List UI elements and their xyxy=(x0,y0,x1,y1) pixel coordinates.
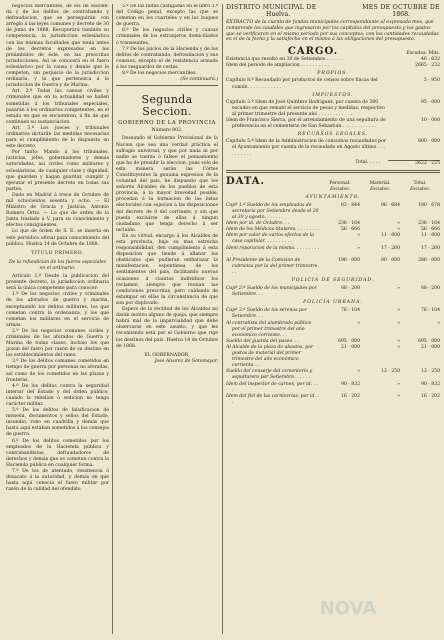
data-row-text: Sueldo del guarda del paseo. . . xyxy=(226,338,300,344)
title-primero: TITULO PRIMERO. xyxy=(31,250,84,256)
unit-head-3: Escudos. xyxy=(410,186,430,192)
header-row xyxy=(226,4,440,11)
account-line-amount: 2665 · 232 xyxy=(415,63,440,69)
propios-lines xyxy=(226,78,440,90)
total-label: Total. . . . . xyxy=(355,159,380,165)
paragraph: 5.º De los delitos de falsificacion de moneda, documentos y sellos del Estado, incendio, robo en cuadrilla y demás que hasta aquí estaban sometidos á los consejos de guerra. xyxy=(6,408,109,438)
data-unit-header xyxy=(226,187,440,193)
col-head-material: Material. xyxy=(369,180,391,186)
data-row-total: 236 · 164 xyxy=(418,221,440,227)
policia-rows xyxy=(226,286,440,298)
account-line-amount: 800 · 000 xyxy=(418,139,440,145)
data-row-text: Capº 3.º Sueldo de los serenos por Setiembre. . . xyxy=(226,308,307,320)
header-right: MES DE OCTUBRE DE xyxy=(362,4,440,11)
account-line xyxy=(226,118,440,130)
data-row xyxy=(226,258,440,276)
column-rule-2 xyxy=(222,4,223,634)
data-row-text: Idem reparacion de la misma. . . . . . . . . . xyxy=(226,245,319,257)
data-row-material: 13 · 250 xyxy=(381,369,400,375)
data-row-text: Capº 1.º Sueldo de los empleados de secretaría por Setiembre desde el 20 al 30 y agosto. . . . . . . xyxy=(226,202,319,221)
data-row-material: » xyxy=(397,227,400,233)
account-line-text: Capítulo 3.º Idem de José Quintero Rodríguez, por cuenta de 380 escudos en que remató el servicio de pesas y medidas, respectivo al primer trimestre del presente año . . . . . . . . . . . . xyxy=(226,99,386,117)
paragraph: 4.º De los delitos contra la seguridad interior del Estado y del órden público, cuando la rebelion ó sedicion no tenga carácter militar. xyxy=(6,383,109,407)
data-row xyxy=(226,233,440,245)
paragraph: 5.º De las faltas castigadas en el libro 3.º del Código penal, excepto las que se cometan en los cuarteles y en los buques de guerra. xyxy=(116,4,218,28)
paragraph: Art. 2.º Todas las causas civiles y criminales que en la actualidad se hallen sometidas á los tribunales especiales, pasarán á los ordinarios competentes, en el estado en que se encuentren, á fin de que continúen su sustanciacion. xyxy=(6,89,109,125)
data-row-total: 11 · 800 xyxy=(421,233,440,239)
paragraph: Espero de la rectitud de los Alcaldes no darán motivo alguno de queja, que siempre habrá mal de la imparcialidad que debe observarse en este asunto, y que les recomiendo está por el Gobierno que rige los destinos del país. Huelva 14 de Octubre de 1868. xyxy=(116,307,218,349)
unit-head-2: Escudos. xyxy=(370,186,390,192)
paragraph: 3.º De los delitos comunes cometidos en tiempo de guerra por personas no aforadas, así como de los cometidos en las plazas y fronteras. xyxy=(6,359,109,383)
data-header xyxy=(226,176,440,187)
data-row-personal: » xyxy=(357,245,360,251)
data-row-personal: 236 · 164 xyxy=(338,221,360,227)
header-place: Huelva. xyxy=(266,11,291,18)
data-row-total: 21 · 000 xyxy=(421,344,440,350)
data-row-material: » xyxy=(397,221,400,227)
data-row-text: Sueldo del conserje del cementerio y sepulturero por Setiembre. . . . . . xyxy=(226,369,313,381)
data-row-material: » xyxy=(397,320,400,326)
data-row-text: Idem por valor de varios efectos de la casa capitular. . . . . . . . . . xyxy=(226,233,315,245)
data-row xyxy=(226,321,440,339)
paragraph: Por tanto: Mando á los tribunales, justicias, jefes, gobernadores y demás autoridades, así civiles como militares y eclesiásticas, de cualquier clase y dignidad, que guarden y hagan guardar, cumplir y ejecutar el presente decreto en todas sus partes. xyxy=(6,150,109,192)
data-row-total: 88 · 200 xyxy=(421,286,440,292)
data-row-personal: 196 · 000 xyxy=(338,257,360,263)
data-row-total: 90 · 832 xyxy=(421,381,440,387)
data-row-total: 17 · 260 xyxy=(421,245,440,251)
paragraph: Art. 3.º Los jueces y tribunales ordinarios dictarán las medidas necesarias para el cumplimiento de lo dispuesto en este decreto. xyxy=(6,125,109,150)
data-row-material: » xyxy=(397,286,400,292)
paragraph: Dado en Madrid á trece de Octubre de mil ochocientos sesenta y ocho. — El Ministro de Gracia y Justicia, Antonio Romero Ortiz. — Lo que de orden de la Junta traslado á V. para su conocimiento y efectos consiguientes. xyxy=(6,192,109,229)
header-row-2 xyxy=(226,11,440,18)
data-row-personal: 56 · 666 xyxy=(341,227,360,233)
col-head-total: Total. xyxy=(413,180,427,186)
cargo-total-row xyxy=(226,160,440,167)
data-row-personal: 16 · 202 xyxy=(341,393,360,399)
column-2 xyxy=(116,4,218,365)
paragraph: 7.º De los de atentado, resistencia ó desacato á la autoridad, y demás en que hasta aquí conocía el fuero militar por razón de la calidad del ofendido. xyxy=(6,469,109,493)
account-line xyxy=(226,139,440,157)
data-row-personal: 695 · 000 xyxy=(338,338,360,344)
col-head-personal: Personal. xyxy=(329,180,351,186)
paragraph: negocios mercantiles, de los de Hacien-da y de los delitos de contrabando y defraudacion, que se perseguirán con arreglo á las leyes comunes y decreto de 30 de Junio de 1868. Recuperárá también su competencia, la jurisdiccion eclesiástica con las mismas facultades que tenía antes de los decretos expresados en los preámbulos de éste, en las prescritas jurisdicciones. Así se conocerá en el fuero eclesiástico por la causa y demás que le competen, sin perjuicio de la jurisdiccion ordinaria, y la que pertenezca á la jurisdiccion de Guerra y de Marina. xyxy=(6,4,109,89)
header-year: 1868. xyxy=(392,11,410,18)
data-row-text: Idem por id. de Octubre. . . xyxy=(226,221,290,227)
data-row-total: 695 · 000 xyxy=(418,338,440,344)
col2-top xyxy=(116,4,218,77)
data-row-total: 13 · 250 xyxy=(421,369,440,375)
paragraph: Artículo 1.º Desde la publicacion del presente decreto, la jurisdiccion ordinaria será la única competente para conocer: xyxy=(6,274,109,292)
data-row xyxy=(226,246,440,258)
account-line xyxy=(226,78,440,90)
account-line-text: Existencia que resultó en 30 de Setiembre . . . . . . xyxy=(226,57,343,63)
data-row-total: 16 · 202 xyxy=(421,393,440,399)
ayuntamiento-title: AYUNTAMIENTO. xyxy=(305,194,361,200)
policia-title: POLICIA DE SEGURIDAD. xyxy=(291,278,375,283)
data-row xyxy=(226,345,440,369)
account-line-text: Idem del periodo de ampliacion . . . . . . . . . . xyxy=(226,63,329,69)
data-row-text: Al contratista del alumbrado público por el primer trimestre del año económico corriente. . . xyxy=(226,320,312,338)
paragraph: Deseando el Gobierno Provisional de la Nacion que sea una verdad práctica el sufragio universal, y que por nada ni por nadie se tuerza ó falsee el pensamiento que ha de presidir la eleccion, pues solo de esta manera serán las Córtes Constituyentes la genuina expresion de la voluntad del país, he dispuesto que los señores Alcaldes de los pueblos de esta provincia, á la mayor brevedad posible, procedan á la formacion de las listas electorales con sujecion á las disposiciones del decreto de 9 del corriente, y sin que pueda excluirse de ellas á ningun ciudadano que tenga derecho á ser incluido. xyxy=(116,136,218,233)
data-row-personal: » xyxy=(357,233,360,239)
recursos-lines xyxy=(226,139,440,157)
data-row-personal: 76 · 104 xyxy=(341,308,360,314)
data-title: DATA. xyxy=(226,175,266,187)
col1-intro xyxy=(6,4,109,248)
divider xyxy=(116,85,218,86)
column-1 xyxy=(6,4,109,493)
account-line xyxy=(226,63,440,69)
urbana-rows xyxy=(226,308,440,406)
data-row-personal: 88 · 200 xyxy=(341,286,360,292)
data-row-material: 90 · 000 xyxy=(381,257,400,263)
cargo-lines xyxy=(226,57,440,69)
section-subtitle: GOBIERNO DE LA PROVINCIA xyxy=(118,120,216,127)
account-line-amount: 46 · 632 xyxy=(421,57,440,63)
sign-title: EL GOBERNADOR, xyxy=(144,352,190,358)
paragraph: 8.º De los negocios mercantiles. xyxy=(122,71,197,77)
section-title: Segunda Seccion. xyxy=(141,93,193,119)
data-row-personal: 21 · 000 xyxy=(341,344,360,350)
data-row xyxy=(226,286,440,298)
paragraph: 6.º De los negocios civiles y causas criminales de los extranjeros domiciliados ó transeuntes. xyxy=(116,28,218,46)
urbana-title: POLICIA URBANA. xyxy=(303,300,363,306)
account-line xyxy=(226,100,440,118)
header-left: DISTRITO MUNICIPAL DE xyxy=(226,4,317,11)
data-row-material: » xyxy=(397,338,400,344)
numero: Número 802. xyxy=(151,128,183,134)
data-row-text: Idem del inspector de carnes, por id. . . . xyxy=(226,381,318,393)
data-row-material: » xyxy=(397,344,400,350)
data-row-material: 17 · 260 xyxy=(381,245,400,251)
data-row-personal: » xyxy=(357,320,360,326)
data-row xyxy=(226,203,440,221)
data-row-material: 11 · 800 xyxy=(381,233,400,239)
recursos-title: RECURSOS LEGALES. xyxy=(297,132,369,138)
extracto: EXTRACTO de la cuenta de fondos municipales correspondiente al expresado mes, que comprende los caudales que ingresaron por los capítulos del presupuesto y los gastos que se verificaron en el mismo periodo por sus conceptos; con las cantidades recaudadas en el de la fecha y la satisfecha en el mismo á las obligaciones del presupuesto. xyxy=(226,20,439,43)
data-row-total: 286 · 000 xyxy=(418,257,440,263)
account-line-amount: 5 · 950 xyxy=(423,78,440,84)
subtitle-primero: De la refundicion de los fueros especiales en el ordinario. xyxy=(8,259,107,271)
continuara: (Se continuará.) xyxy=(180,77,218,83)
data-row-material: » xyxy=(397,381,400,387)
account-line-amount: 95 · 000 xyxy=(421,99,440,105)
unit-head-1: Escudos. xyxy=(330,186,350,192)
data-row-total: 76 · 104 xyxy=(421,308,440,314)
data-row xyxy=(226,394,440,406)
double-rule xyxy=(226,170,440,173)
column-3 xyxy=(226,4,440,406)
data-row-total: 56 · 666 xyxy=(421,227,440,233)
column-rule-1 xyxy=(112,4,113,634)
data-row-personal: » xyxy=(357,369,360,375)
cargo-unit: Escudos. Mils. xyxy=(406,51,440,57)
data-row xyxy=(226,369,440,381)
data-row-total: » xyxy=(437,320,440,326)
data-row-material: » xyxy=(397,308,400,314)
data-row-text: Capº 2.º Sueldo de los municipales por Setiembre. . . xyxy=(226,286,317,298)
svg-text:NOVA: NOVA xyxy=(319,598,377,619)
impuestos-lines xyxy=(226,100,440,130)
account-line-text: Capítulo 8.º Recaudado por productos de censos sobre fincas del común. . . . . . . . . . . . xyxy=(226,78,378,90)
data-row-material: 96 · 684 xyxy=(381,202,400,208)
propios-title: PROPIOS. xyxy=(317,71,349,77)
paragraph: En su virtud, encargo á los Alcaldes de esta provincia, bajo su mas estrecha responsabilidad, den cumplimiento á esta disposicion que tiende á allanar los obstáculos que pudieran embarazar la manifestacion espontánea de los sentimientos del país, facilitando nuevas ocasiones á cuantos individuos los reclamen, siempre que reunan las condiciones prescritas, pero cuidando de estampar en ellas la circunstancia de que son por duplicado. xyxy=(116,233,218,306)
data-row-text: Idem de los Médicos titulares. . . . . . . . . xyxy=(226,227,320,233)
cargo-header xyxy=(226,46,440,57)
col1-body xyxy=(6,274,109,493)
account-line-text: Idem de Francisco Sierra, por el arrendamiento de una sepultura de preferencia en el cementerio de San Sebastian . . . . . . . . . . . . xyxy=(226,118,386,130)
data-row-total: 180 · 678 xyxy=(418,202,440,208)
total-amount: 3622 · 225 xyxy=(388,160,440,167)
data-row-text: Al Alcalde de la plaza de abastos, por gastos de material del primer trimestre del año económico corriente. . . xyxy=(226,344,314,369)
paragraph: 2.º De los negocios comunes civiles y criminales de los aforados de Guerra y Marina de todas clases, incluso los que gozan del fuero por razón de su destino en los establecimientos del ramo. xyxy=(6,328,109,359)
paragraph: 6.º De los delitos cometidos por los empleados de la Hacienda pública y contrabandistas, defraudadores de derechos y demás que se cometan contra la Hacienda pública en cualquier forma. xyxy=(6,438,109,468)
library-stamp-watermark xyxy=(300,592,396,622)
ayuntamiento-rows xyxy=(226,203,440,276)
data-row-personal: 83 · 844 xyxy=(341,202,360,208)
data-row-material: » xyxy=(397,393,400,399)
cargo-title: CARGO. xyxy=(287,46,339,58)
account-line-amount: 10 · 000 xyxy=(421,118,440,124)
paragraph: 1.º De los negocios civiles y criminales de los aforados de guerra y marina, exceptuando los delitos militares, los que cometan contra la ordenanza, y los que cometan los militares en el servicio de armas. xyxy=(6,292,109,328)
data-row xyxy=(226,308,440,320)
paragraph: 7.º De los juicios de la Hacienda y de los delitos de contrabando, defraudacion y sus conexos, excepto el de resistencia armada á los resguardos de costas. xyxy=(116,46,218,70)
impuestos-title: IMPUESTOS. xyxy=(312,92,354,98)
data-row-text: Al Presidente de la Comision de cobranza por la del primer trimestre. . . xyxy=(226,257,319,275)
paragraph: Lo que de órden de S. E. se inserta en este periódico oficial para conocimiento del público. Huelva 14 de Octubre de 1868. xyxy=(6,229,109,247)
sign-name: José Alvarez de Sotomayor. xyxy=(154,358,218,364)
data-row xyxy=(226,382,440,394)
data-row-personal: 90 · 832 xyxy=(341,381,360,387)
col2-body xyxy=(116,136,218,349)
data-row-text: Idem del fiel de las carnicerías, por id. . . xyxy=(226,393,319,405)
account-line-text: Capítulo 5.º Idem de la Administracion de consumos recaudados por el Ayuntamiento por cuenta de lo recaudado en Agosto último . . . . . . . . . . xyxy=(226,139,387,157)
